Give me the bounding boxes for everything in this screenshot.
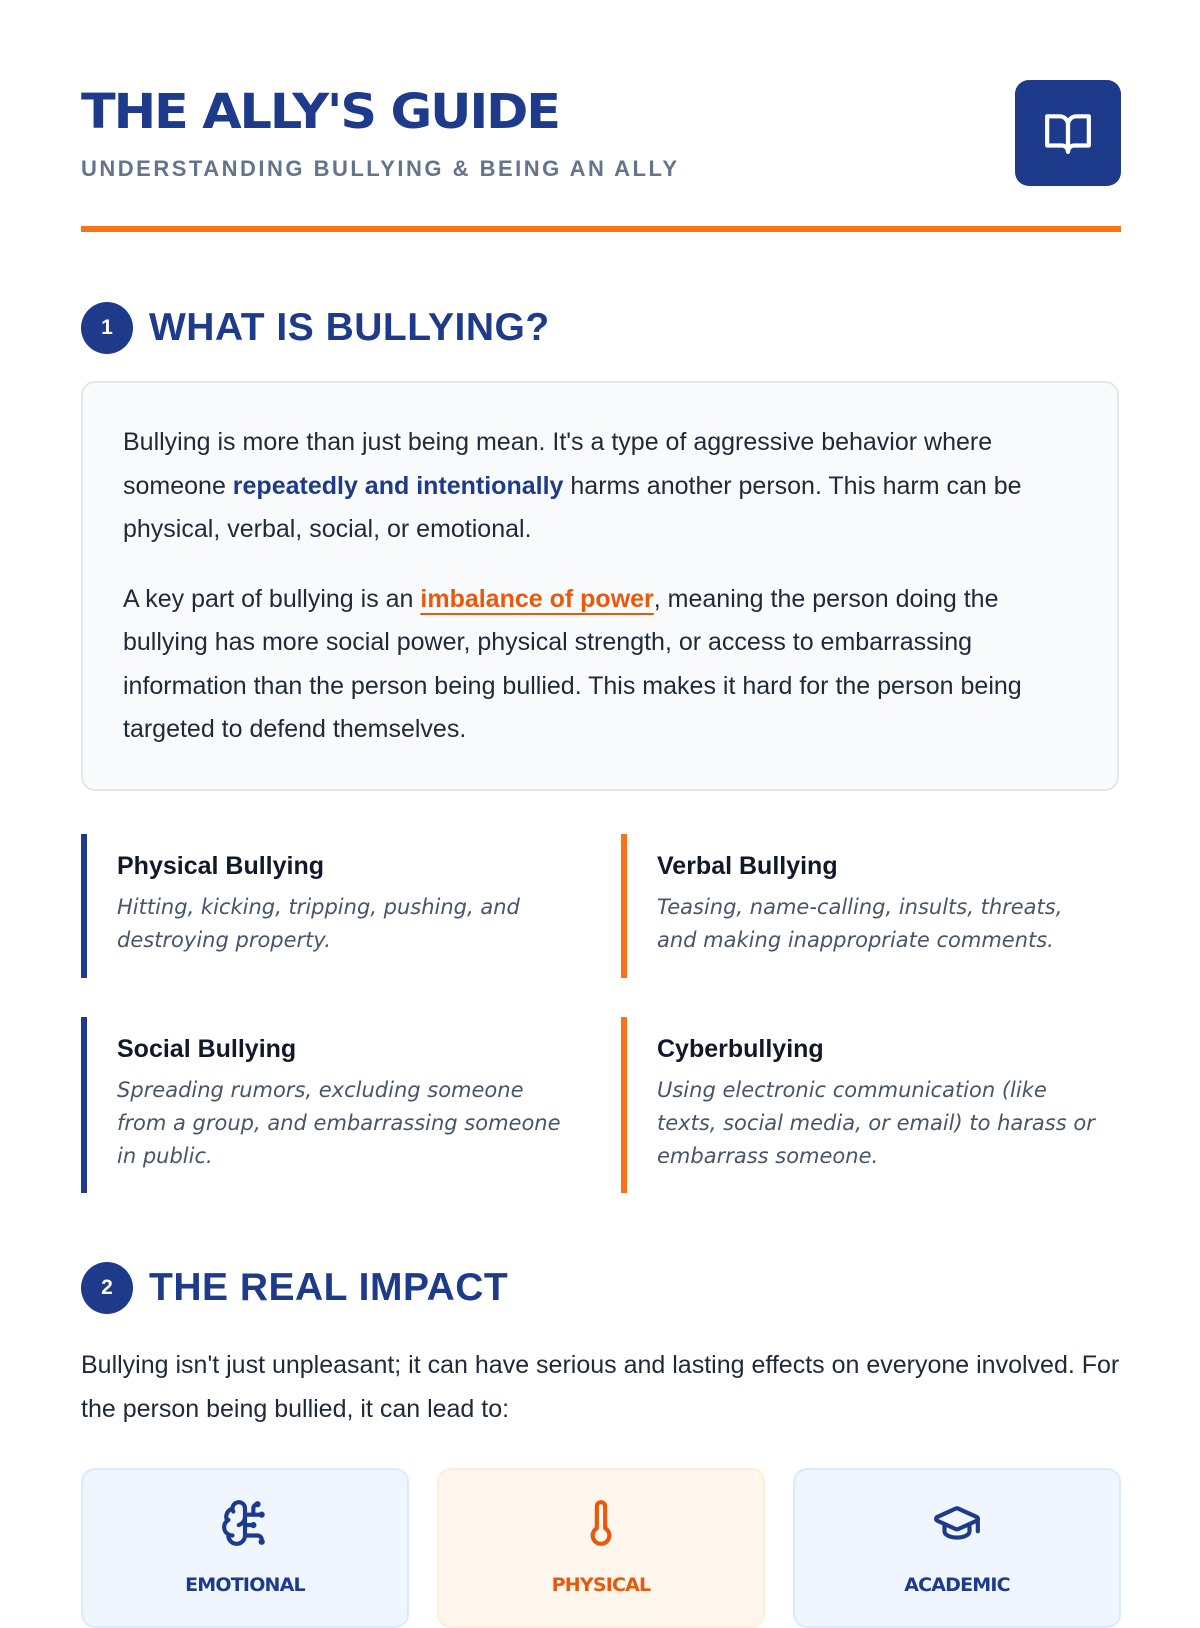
header bbox=[81, 80, 1121, 232]
definition-box bbox=[81, 381, 1119, 791]
type-title: Social Bullying bbox=[117, 1035, 297, 1063]
impact-card-academic bbox=[793, 1468, 1121, 1628]
type-description: Spreading rumors, excluding someone from a group, and embarrassing someone in public. bbox=[117, 1078, 561, 1168]
type-description: Hitting, kicking, tripping, pushing, and destroying property. bbox=[117, 895, 520, 952]
type-title: Verbal Bullying bbox=[657, 852, 838, 880]
type-description: Using electronic communication (like texts, social media, or email) to harass or embarrass someone. bbox=[657, 1078, 1095, 1168]
logo-badge bbox=[1015, 80, 1121, 186]
type-title: Cyberbullying bbox=[657, 1035, 824, 1063]
book-open-icon bbox=[1041, 108, 1095, 158]
impact-card-emotional bbox=[81, 1468, 409, 1628]
section-what-is-bullying-heading bbox=[81, 302, 550, 354]
impact-card-physical bbox=[437, 1468, 765, 1628]
header-divider bbox=[81, 226, 1121, 232]
section-title: WHAT IS BULLYING? bbox=[149, 306, 550, 349]
section-number-badge: 2 bbox=[81, 1262, 133, 1314]
section-number-badge: 1 bbox=[81, 302, 133, 354]
type-card-verbal bbox=[621, 834, 1101, 978]
type-card-physical bbox=[81, 834, 561, 978]
page-title: THE ALLY'S GUIDE bbox=[81, 84, 559, 140]
page-subtitle: UNDERSTANDING BULLYING & BEING AN ALLY bbox=[81, 156, 680, 181]
highlight-imbalance-of-power: imbalance of power bbox=[420, 584, 654, 613]
type-card-social bbox=[81, 1017, 561, 1193]
thermometer-icon bbox=[576, 1498, 626, 1548]
section-real-impact-heading bbox=[81, 1262, 508, 1314]
definition-paragraph-2: A key part of bullying is an imbalance of power, meaning the person doing the bullying has more social power, physical strength, or access to embarrassing information than the person being bullied. This makes it hard for the person being targeted to defend themselves. bbox=[123, 584, 1022, 743]
impact-intro-text: Bullying isn't just unpleasant; it can have serious and lasting effects on everyone involved. For the person being bullied, it can lead to: bbox=[81, 1351, 1120, 1423]
type-title: Physical Bullying bbox=[117, 852, 325, 880]
highlight-repeatedly: repeatedly and intentionally bbox=[232, 471, 564, 500]
type-description: Teasing, name-calling, insults, threats, and making inappropriate comments. bbox=[657, 895, 1063, 952]
impact-label: EMOTIONAL bbox=[185, 1574, 305, 1596]
definition-paragraph-1: Bullying is more than just being mean. It's a type of aggressive behavior where someone repeatedly and intentionally harms another person. This harm can be physical, verbal, social, or emotional. bbox=[123, 428, 1022, 543]
brain-icon bbox=[220, 1498, 270, 1548]
type-card-cyber bbox=[621, 1017, 1101, 1193]
section-title: THE REAL IMPACT bbox=[149, 1266, 509, 1309]
impact-label: PHYSICAL bbox=[551, 1574, 651, 1596]
graduation-cap-icon bbox=[932, 1498, 982, 1548]
impact-label: ACADEMIC bbox=[904, 1574, 1010, 1596]
